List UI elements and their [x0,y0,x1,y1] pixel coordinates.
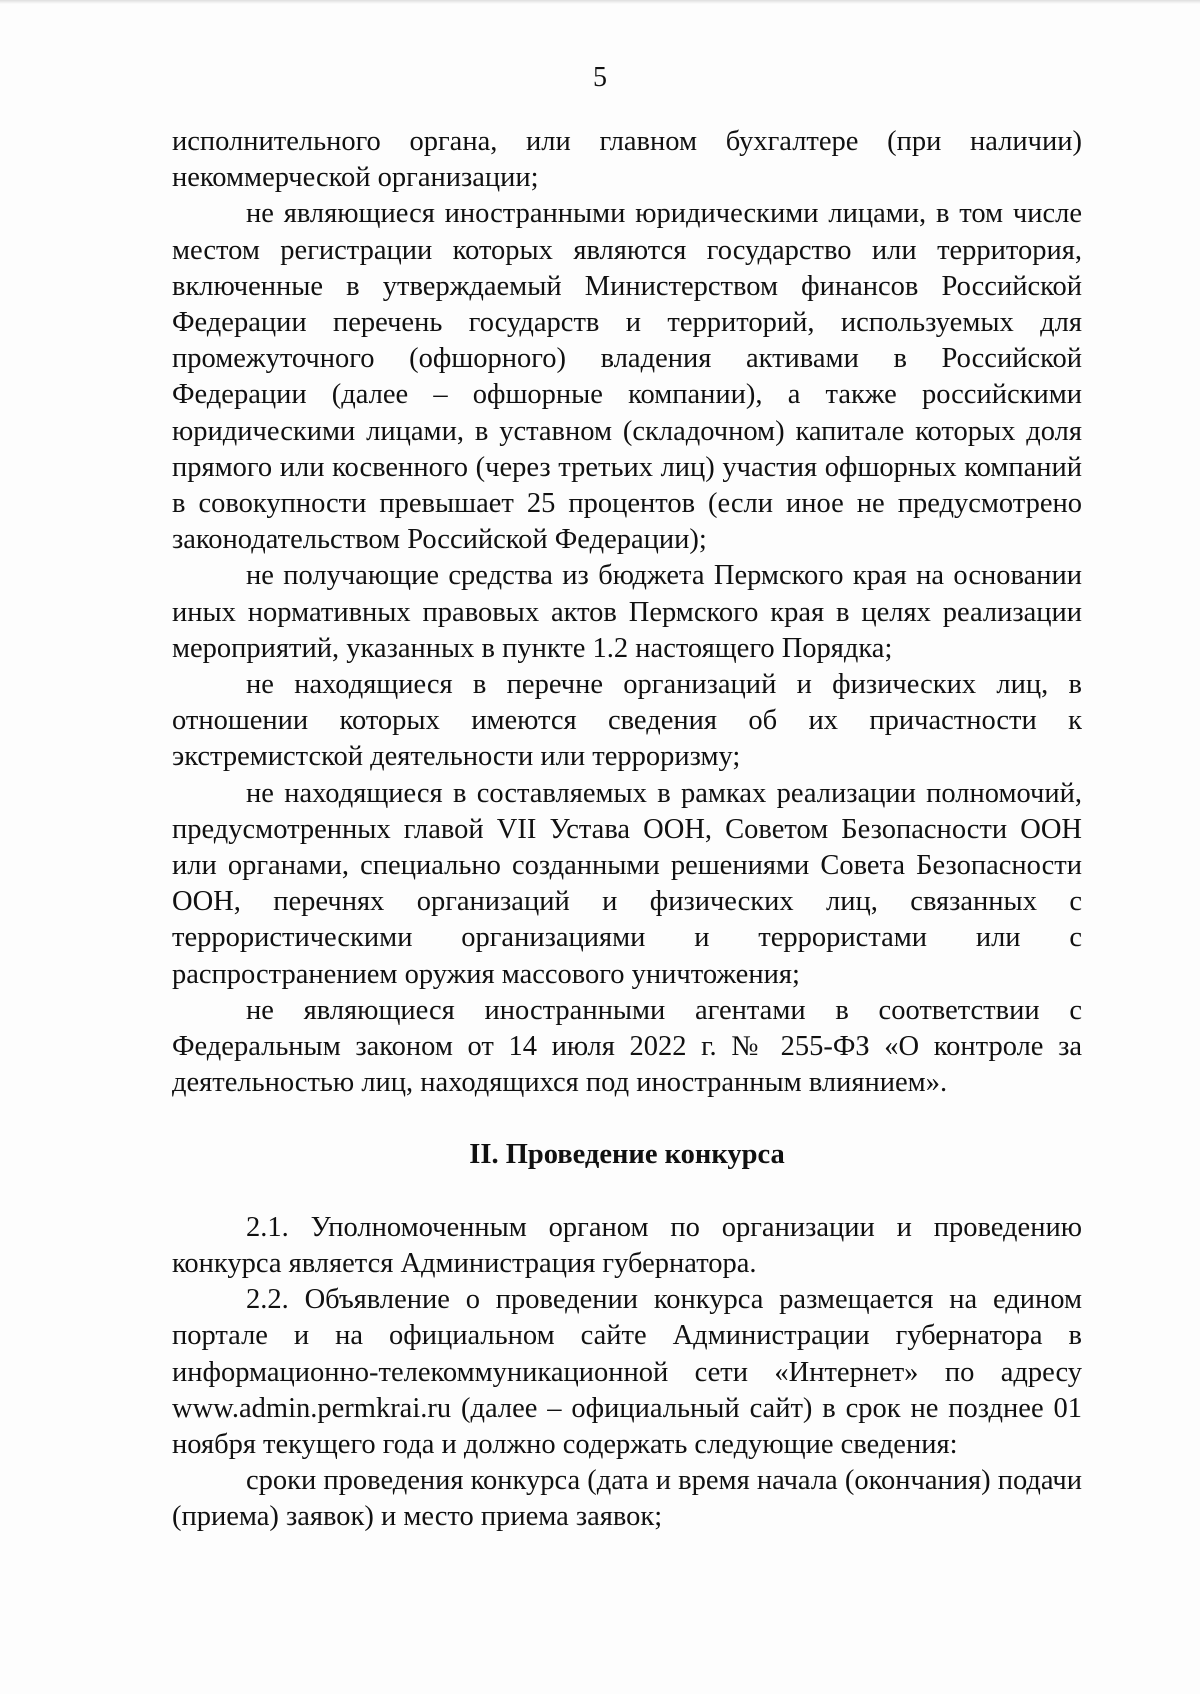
paragraph-continuation: исполнительного органа, или главном бухгалтере (при наличии) некоммерческой организации; [172,126,1082,194]
paragraph-2-1: 2.1. Уполномоченным органом по организации и проведению конкурса является Администрация губернатора. [172,1211,1082,1279]
page-number: 5 [593,62,607,93]
paragraph-budget-funds: не получающие средства из бюджета Пермского края на основании иных нормативных правовых актов Пермского края в целях реализации мероприятий, указанных в пункте 1.2 настоящего Порядка; [172,560,1082,664]
paragraph-un-security-council: не находящиеся в составляемых в рамках реализации полномочий, предусмотренных главой VII Устава ООН, Советом Безопасности ООН или органами, специально созданными решениями Совета Безопасности ООН, перечнях организаций и физических лиц, связанных с террористическими организациями и террористами или с распространением оружия массового уничтожения; [172,777,1082,990]
paragraph-extremism-list: не находящиеся в перечне организаций и физических лиц, в отношении которых имеются сведения об их причастности к экстремистской деятельности или терроризму; [172,669,1082,773]
scan-shadow [0,0,1200,4]
document-body [172,124,1082,1536]
section-heading: II. Проведение конкурса [469,1139,785,1171]
paragraph-offshore-companies: не являющиеся иностранными юридическими лицами, в том числе местом регистрации которых являются государство или территория, включенные в утверждаемый Министерством финансов Российской Федерации перечень государств и территорий, используемых для промежуточного (офшорного) владения активами в Российской Федерации (далее – офшорные компании), а также российскими юридическими лицами, в уставном (складочном) капитале которых доля прямого или косвенного (через третьих лиц) участия офшорных компаний в совокупности превышает 25 процентов (если иное не предусмотрено законодательством Российской Федерации); [172,198,1082,556]
paragraph-2-2: 2.2. Объявление о проведении конкурса размещается на едином портале и на официальном сайте Администрации губернатора в информационно-телекоммуникационной сети «Интернет» по адресу www.admin.permkrai.ru (далее – официальный сайт) в срок не позднее 01 ноября текущего года и должно содержать следующие сведения: [172,1284,1082,1460]
paragraph-contest-dates: сроки проведения конкурса (дата и время начала (окончания) подачи (приема) заявок) и место приема заявок; [172,1465,1082,1533]
paragraph-foreign-agents: не являющиеся иностранными агентами в соответствии с Федеральным законом от 14 июля 2022 г. № 255-ФЗ «О контроле за деятельностью лиц, находящихся под иностранным влиянием». [172,994,1082,1099]
